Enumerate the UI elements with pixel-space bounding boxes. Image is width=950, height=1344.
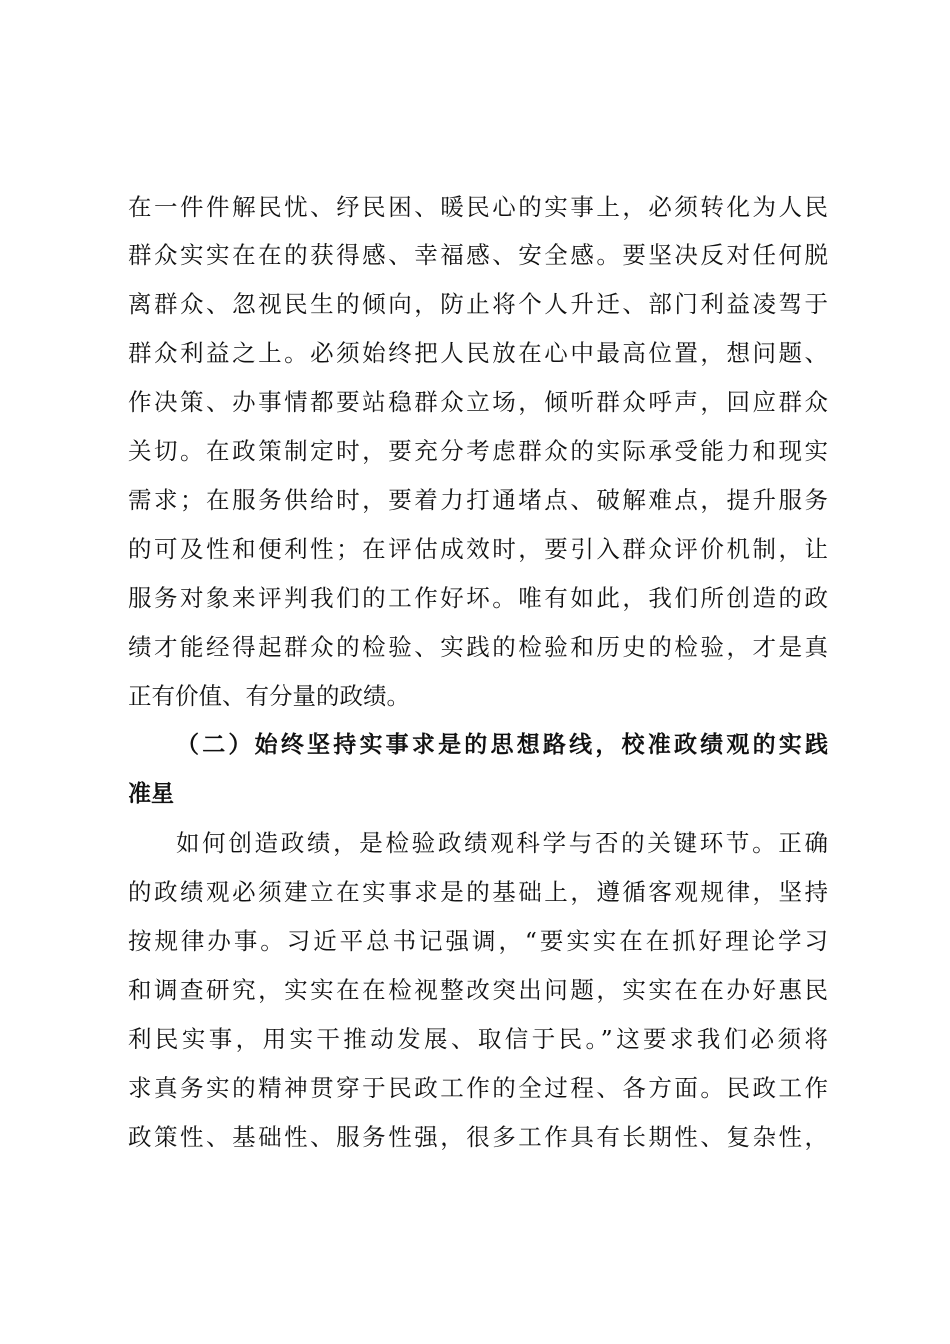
paragraph-line: 在一件件解民忧、纾民困、暖民心的实事上，必须转化为人民 bbox=[128, 193, 828, 221]
paragraph-line: 政策性、基础性、服务性强，很多工作具有长期性、复杂性， bbox=[128, 1123, 828, 1151]
paragraph-line: 关切。在政策制定时，要充分考虑群众的实际承受能力和现实 bbox=[128, 437, 828, 465]
paragraph-line: 需求；在服务供给时，要着力打通堵点、破解难点，提升服务 bbox=[128, 486, 828, 514]
paragraph-line: 离群众、忽视民生的倾向，防止将个人升迁、部门利益凌驾于 bbox=[128, 290, 828, 318]
paragraph-line: 和调查研究，实实在在检视整改突出问题，实实在在办好惠民 bbox=[128, 976, 828, 1004]
paragraph-line: 正有价值、有分量的政绩。 bbox=[128, 682, 410, 710]
paragraph-line: 作决策、办事情都要站稳群众立场，倾听群众呼声，回应群众 bbox=[128, 388, 828, 416]
paragraph-line: 群众利益之上。必须始终把人民放在心中最高位置，想问题、 bbox=[128, 339, 828, 367]
paragraph-line: 服务对象来评判我们的工作好坏。唯有如此，我们所创造的政 bbox=[128, 584, 828, 612]
section-heading-line: （二）始终坚持实事求是的思想路线，校准政绩观的实践 bbox=[176, 732, 828, 758]
paragraph-line: 利民实事，用实干推动发展、取信于民。”这要求我们必须将 bbox=[128, 1025, 828, 1053]
paragraph-line: 的政绩观必须建立在实事求是的基础上，遵循客观规律，坚持 bbox=[128, 878, 828, 906]
paragraph-line: 求真务实的精神贯穿于民政工作的全过程、各方面。民政工作 bbox=[128, 1074, 828, 1102]
paragraph-line: 按规律办事。习近平总书记强调，“要实实在在抓好理论学习 bbox=[128, 927, 828, 955]
paragraph-line: 如何创造政绩，是检验政绩观科学与否的关键环节。正确 bbox=[176, 829, 828, 857]
section-heading-line: 准星 bbox=[128, 781, 174, 807]
paragraph-line: 的可及性和便利性；在评估成效时，要引入群众评价机制，让 bbox=[128, 535, 828, 563]
paragraph-line: 绩才能经得起群众的检验、实践的检验和历史的检验，才是真 bbox=[128, 633, 828, 661]
paragraph-line: 群众实实在在的获得感、幸福感、安全感。要坚决反对任何脱 bbox=[128, 241, 828, 269]
